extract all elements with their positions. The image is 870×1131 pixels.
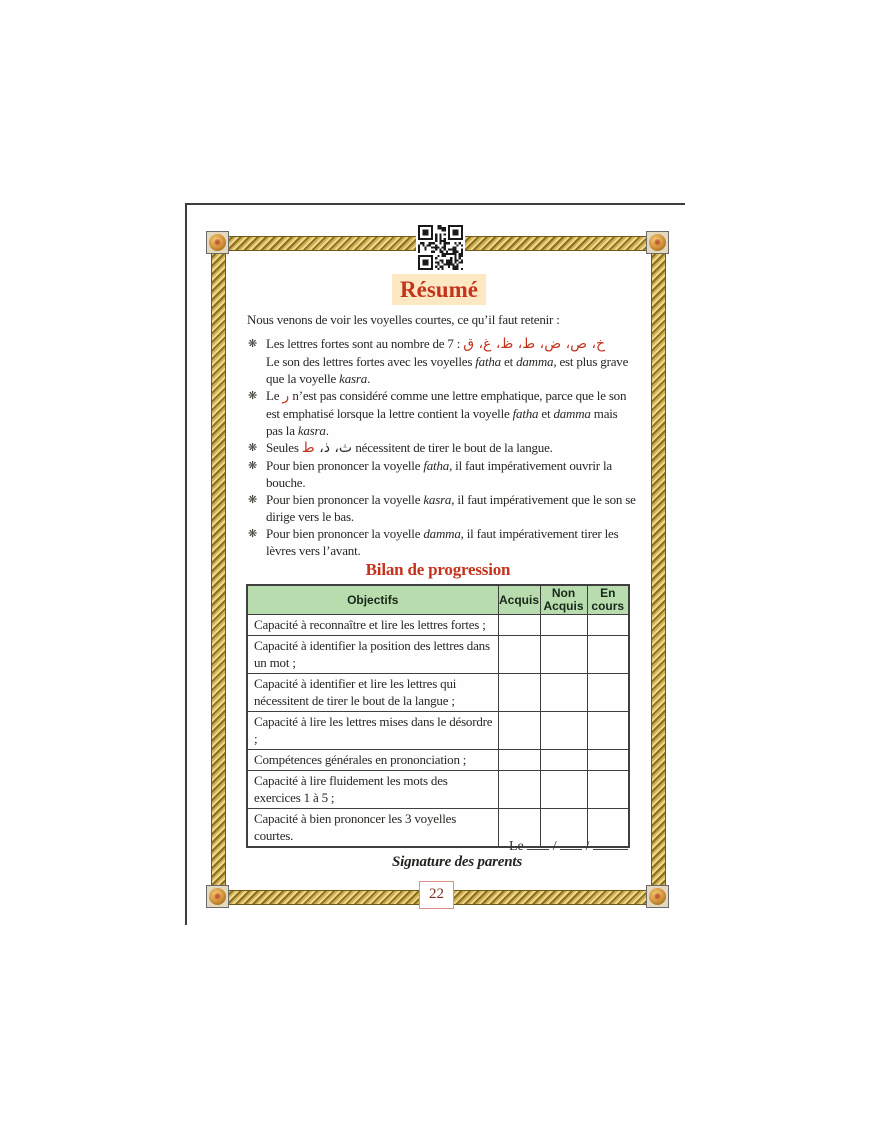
bullet-item [247,525,637,559]
objective-label: Capacité à bien prononcer les 3 voyelles courtes. [247,809,498,848]
table-row [247,674,629,712]
checkbox-cell [540,712,587,750]
rosette-icon [206,885,229,908]
checkbox-cell [498,771,540,809]
column-header-en-cours: En cours [587,585,629,615]
checkbox-cell [587,712,629,750]
checkbox-cell [587,636,629,674]
flower-bullet-icon: ❋ [248,528,258,540]
rope-border-right [651,236,666,903]
date-label: Le [508,839,524,854]
page-number: 22 [429,886,444,902]
checkbox-cell [587,674,629,712]
checkbox-cell [540,771,587,809]
checkbox-cell [498,615,540,636]
checkbox-cell [587,615,629,636]
rope-border-left [211,236,226,903]
checkbox-cell [498,674,540,712]
table-row [247,615,629,636]
date-month-blank [560,838,582,850]
page-title [392,274,486,305]
objective-label: Capacité à identifier et lire les lettres qui nécessitent de tirer le bout de la langue ; [247,674,498,712]
checkbox-cell [540,615,587,636]
flower-bullet-icon: ❋ [248,494,258,506]
signature-label: Signature des parents [392,854,522,870]
flower-bullet-icon: ❋ [248,338,258,350]
table-header-row [247,585,629,615]
intro-text: Nous venons de voir les voyelles courtes, ce qu’il faut retenir : [247,312,560,327]
bullet-item [247,387,637,439]
qr-code-icon [416,223,465,272]
page-number-badge [419,881,454,909]
page-title-label: Résumé [400,277,478,302]
objective-label: Capacité à lire fluidement les mots des exercices 1 à 5 ; [247,771,498,809]
bullet-item [247,439,637,457]
bullet-text: Les lettres fortes sont au nombre de 7 : خ، ص، ض، ط، ظ، غ، ق Le son des lettres fortes avec les voyelles fatha et damma, est plus grave que la voyelle kasra. [266,336,629,386]
column-header-acquis: Acquis [498,585,540,615]
bullet-list [247,335,637,559]
table-row [247,771,629,809]
objective-label: Capacité à identifier la position des lettres dans un mot ; [247,636,498,674]
flower-bullet-icon: ❋ [248,460,258,472]
table-row [247,636,629,674]
book-page [185,203,685,925]
flower-bullet-icon: ❋ [248,442,258,454]
checkbox-cell [540,636,587,674]
progress-table-title: Bilan de progression [365,560,511,579]
date-day-blank [527,838,549,850]
progress-table [246,584,630,848]
flower-bullet-icon: ❋ [248,390,258,402]
bullet-text: Pour bien prononcer la voyelle fatha, il faut impérativement ouvrir la bouche. [266,458,612,490]
objective-label: Compétences générales en prononciation ; [247,750,498,771]
table-row [247,750,629,771]
date-year-blank [593,838,628,850]
objective-label: Capacité à reconnaître et lire les lettres fortes ; [247,615,498,636]
bullet-item [247,335,637,387]
rosette-icon [646,231,669,254]
checkbox-cell [587,771,629,809]
column-header-objectifs: Objectifs [247,585,498,615]
bullet-item [247,491,637,525]
checkbox-cell [498,712,540,750]
rosette-icon [206,231,229,254]
date-line [246,838,628,855]
checkbox-cell [498,636,540,674]
checkbox-cell [498,750,540,771]
objective-label: Capacité à lire les lettres mises dans le désordre ; [247,712,498,750]
date-separator: / [585,839,590,854]
table-row [247,712,629,750]
checkbox-cell [540,674,587,712]
bullet-item [247,457,637,491]
rosette-icon [646,885,669,908]
bullet-text: Le ر n’est pas considéré comme une lettre emphatique, parce que le son est emphatisé lorsque la lettre contient la voyelle fatha et damma mais pas la kasra. [266,388,627,438]
column-header-non-acquis: Non Acquis [540,585,587,615]
bullet-text: Pour bien prononcer la voyelle damma, il faut impérativement tirer les lèvres vers l’avant. [266,526,619,558]
checkbox-cell [540,750,587,771]
checkbox-cell [587,750,629,771]
bullet-text: Pour bien prononcer la voyelle kasra, il faut impérativement que le son se dirige vers le bas. [266,492,636,524]
date-separator: / [552,839,557,854]
bullet-text: Seules ث، ذ، ط nécessitent de tirer le bout de la langue. [266,440,553,456]
